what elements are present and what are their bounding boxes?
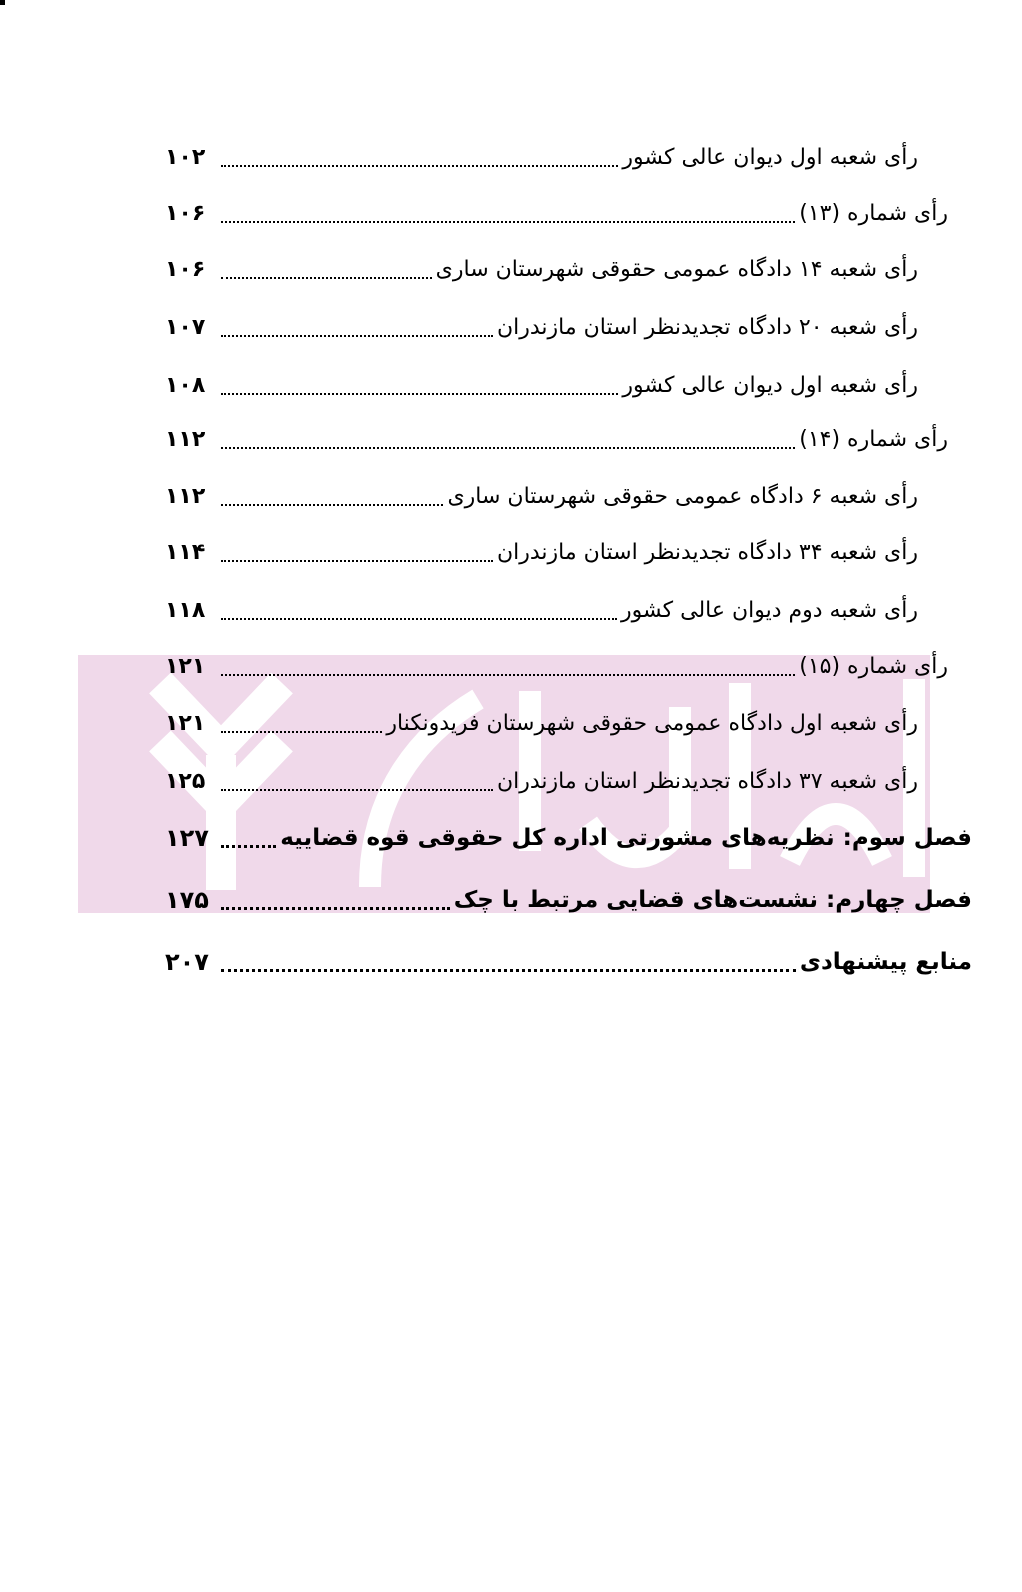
toc-entry-title: رأی شماره (۱۴) bbox=[799, 427, 948, 452]
toc-chapter-entry bbox=[165, 942, 972, 982]
toc-entry bbox=[165, 250, 918, 290]
dot-leader bbox=[221, 731, 382, 733]
toc-entry bbox=[165, 366, 918, 406]
dot-leader bbox=[221, 221, 795, 223]
toc-entry-title: رأی شعبه ۲۰ دادگاه تجدیدنظر استان مازندران bbox=[496, 315, 918, 340]
toc-entry bbox=[165, 704, 918, 744]
toc-entry-page-number: ۲۰۷ bbox=[165, 948, 209, 976]
toc-entry bbox=[165, 308, 918, 348]
toc-entry-page-number: ۱۲۷ bbox=[165, 824, 209, 852]
toc-chapter-title: فصل چهارم: نشست‌های قضایی مرتبط با چک bbox=[453, 887, 972, 913]
dot-leader bbox=[221, 907, 450, 910]
dot-leader bbox=[221, 277, 432, 279]
toc-entry bbox=[165, 591, 918, 631]
toc-entry-title: رأی شعبه ۳۷ دادگاه تجدیدنظر استان مازندران bbox=[496, 769, 918, 794]
toc-entry-title: رأی شعبه ۶ دادگاه عمومی حقوقی شهرستان ساری bbox=[447, 484, 918, 509]
toc-entry-page-number: ۱۱۲ bbox=[165, 484, 206, 509]
toc-entry-page-number: ۱۱۸ bbox=[165, 598, 206, 623]
toc-entry-page-number: ۱۱۴ bbox=[165, 540, 206, 565]
toc-entry-title: رأی شماره (۱۳) bbox=[799, 201, 948, 226]
toc-entry-title: رأی شماره (۱۵) bbox=[799, 654, 948, 679]
toc-entry-title: رأی شعبه اول دیوان عالی کشور bbox=[622, 145, 918, 170]
toc-entry bbox=[165, 647, 948, 687]
toc-entry-title: رأی شعبه دوم دیوان عالی کشور bbox=[621, 598, 918, 623]
toc-entry-title: رأی شعبه اول دیوان عالی کشور bbox=[622, 373, 918, 398]
dot-leader bbox=[221, 789, 493, 791]
toc-entry bbox=[165, 762, 918, 802]
toc-entry-title: رأی شعبه ۱۴ دادگاه عمومی حقوقی شهرستان ساری bbox=[435, 257, 918, 282]
toc-entry bbox=[165, 420, 948, 460]
toc-entry-page-number: ۱۲۱ bbox=[165, 711, 206, 736]
toc-entry-page-number: ۱۲۵ bbox=[165, 769, 206, 794]
dot-leader bbox=[221, 845, 276, 848]
toc-chapter-entry bbox=[165, 818, 972, 858]
dot-leader bbox=[221, 969, 796, 972]
toc-chapter-title: فصل سوم: نظریه‌های مشورتی اداره کل حقوقی قوه قضاییه bbox=[280, 825, 972, 851]
toc-entry bbox=[165, 533, 918, 573]
toc-entry-page-number: ۱۰۶ bbox=[165, 257, 206, 282]
toc-entry-title: رأی شعبه اول دادگاه عمومی حقوقی شهرستان فریدونکنار bbox=[386, 711, 918, 736]
toc-chapter-entry bbox=[165, 880, 972, 920]
toc-entry bbox=[165, 138, 918, 178]
dot-leader bbox=[221, 674, 795, 676]
toc-entry-page-number: ۱۱۲ bbox=[165, 427, 206, 452]
dot-leader bbox=[221, 560, 493, 562]
toc-entry bbox=[165, 477, 918, 517]
dot-leader bbox=[221, 393, 618, 395]
toc-entry-page-number: ۱۷۵ bbox=[165, 886, 209, 914]
dot-leader bbox=[221, 165, 618, 167]
toc-entry-page-number: ۱۰۷ bbox=[165, 315, 206, 340]
dot-leader bbox=[221, 447, 795, 449]
toc-entry-page-number: ۱۰۲ bbox=[165, 145, 206, 170]
toc-entry-page-number: ۱۲۱ bbox=[165, 654, 206, 679]
toc-entry-page-number: ۱۰۶ bbox=[165, 201, 206, 226]
toc-entry bbox=[165, 194, 948, 234]
dot-leader bbox=[221, 618, 617, 620]
toc-entry-title: رأی شعبه ۳۴ دادگاه تجدیدنظر استان مازندران bbox=[496, 540, 918, 565]
toc-entry-page-number: ۱۰۸ bbox=[165, 373, 206, 398]
toc-chapter-title: منابع پیشنهادی bbox=[799, 949, 972, 975]
dot-leader bbox=[221, 504, 443, 506]
dot-leader bbox=[221, 335, 493, 337]
